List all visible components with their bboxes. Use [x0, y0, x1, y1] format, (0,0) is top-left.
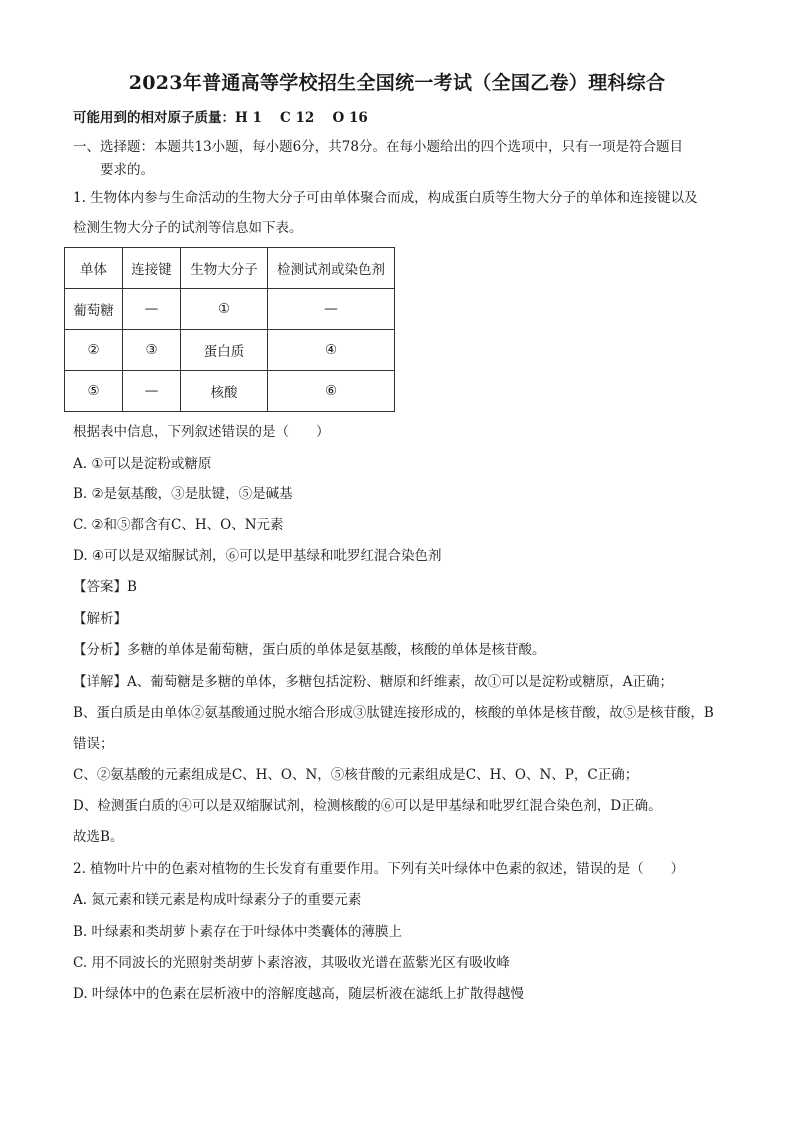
table-cell: 核酸 [181, 371, 268, 412]
exam-title: 2023年普通高等学校招生全国统一考试（全国乙卷）理科综合 [128, 72, 666, 94]
table-cell: ⑥ [268, 371, 395, 412]
q2-option-b: B. 叶绿素和类胡萝卜素存在于叶绿体中类囊体的薄膜上 [73, 924, 403, 940]
q1-stem-line-1: 1. 生物体内参与生命活动的生物大分子可由单体聚合而成，构成蛋白质等生物大分子的单体和连接键以及 [73, 190, 698, 206]
section-header-line-2: 要求的。 [100, 162, 154, 178]
q1-option-a: A. ①可以是淀粉或糖原 [73, 456, 212, 472]
table-cell: — [123, 371, 181, 412]
table-cell: 蛋白质 [181, 330, 268, 371]
table-cell: — [123, 289, 181, 330]
table-cell: — [268, 289, 395, 330]
q1-answer: 【答案】B [73, 579, 137, 595]
q2-option-a: A. 氮元素和镁元素是构成叶绿素分子的重要元素 [73, 892, 362, 908]
q1-question: 根据表中信息，下列叙述错误的是（ ） [73, 424, 330, 440]
table-cell: 葡萄糖 [65, 289, 123, 330]
q1-stem-line-2: 检测生物大分子的试剂等信息如下表。 [73, 220, 303, 236]
table-row [65, 289, 395, 330]
q2-option-d: D. 叶绿体中的色素在层析液中的溶解度越高，随层析液在滤纸上扩散得越慢 [73, 986, 524, 1002]
q1-option-c: C. ②和⑤都含有C、H、O、N元素 [73, 517, 284, 533]
q1-detail-line: 【详解】A、葡萄糖是多糖的单体，多糖包括淀粉、糖原和纤维素，故①可以是淀粉或糖原，A正确； [73, 674, 673, 690]
table-header-cell: 连接键 [123, 248, 181, 289]
q1-option-b: B. ②是氨基酸，③是肽键，⑤是碱基 [73, 486, 293, 502]
table-row [65, 371, 395, 412]
q1-option-d: D. ④可以是双缩脲试剂，⑥可以是甲基绿和吡罗红混合染色剂 [73, 548, 442, 564]
q1-detail-line: B、蛋白质是由单体②氨基酸通过脱水缩合形成③肽键连接形成的，核酸的单体是核苷酸，故⑤是核苷酸，B [73, 705, 714, 721]
q1-detail-line: C、②氨基酸的元素组成是C、H、O、N，⑤核苷酸的元素组成是C、H、O、N、P，C正确； [73, 767, 639, 783]
q1-analysis-summary: 【分析】多糖的单体是葡萄糖，蛋白质的单体是氨基酸，核酸的单体是核苷酸。 [73, 642, 546, 658]
table-cell: ④ [268, 330, 395, 371]
table-cell: ③ [123, 330, 181, 371]
q2-option-c: C. 用不同波长的光照射类胡萝卜素溶液，其吸收光谱在蓝紫光区有吸收峰 [73, 955, 510, 971]
q1-info-table [64, 247, 395, 412]
table-row [65, 330, 395, 371]
atomic-mass-note: 可能用到的相对原子质量：H 1 C 12 O 16 [73, 110, 368, 126]
table-cell: ② [65, 330, 123, 371]
q1-detail-line: 错误； [73, 736, 114, 752]
q1-detail-line: 故选B。 [73, 829, 124, 845]
q2-stem: 2. 植物叶片中的色素对植物的生长发育有重要作用。下列有关叶绿体中色素的叙述，错误的是（ ） [73, 861, 685, 877]
table-header-cell: 生物大分子 [181, 248, 268, 289]
table-cell: ① [181, 289, 268, 330]
table-header-row [65, 248, 395, 289]
table-cell: ⑤ [65, 371, 123, 412]
table-header-cell: 单体 [65, 248, 123, 289]
section-header-line-1: 一、选择题：本题共13小题，每小题6分，共78分。在每小题给出的四个选项中，只有一项是符合题目 [73, 139, 683, 155]
table-header-cell: 检测试剂或染色剂 [268, 248, 395, 289]
q1-analysis-label: 【解析】 [73, 611, 127, 627]
q1-detail-line: D、检测蛋白质的④可以是双缩脲试剂，检测核酸的⑥可以是甲基绿和吡罗红混合染色剂，D正确。 [73, 798, 662, 814]
